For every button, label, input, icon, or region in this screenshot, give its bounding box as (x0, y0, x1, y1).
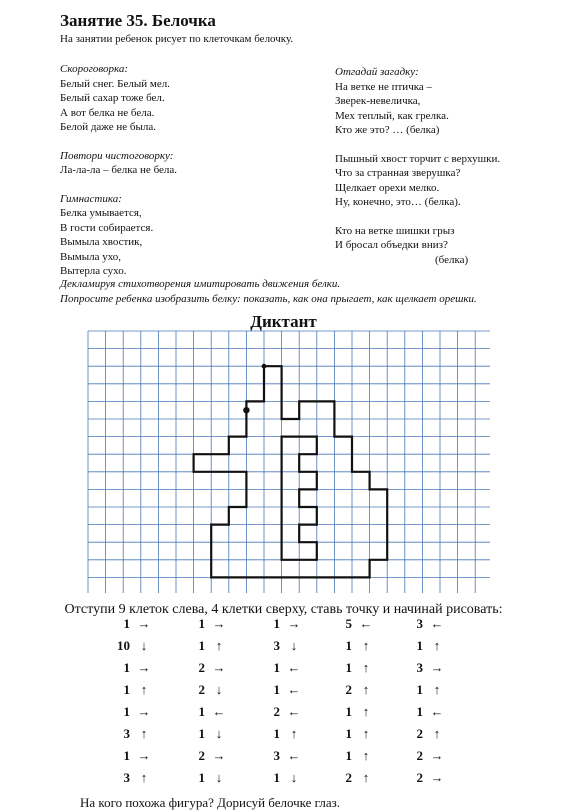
dictant-step (334, 660, 375, 676)
arrow-icon: ← (359, 616, 373, 631)
gymnastics-line: Белка умывается, (60, 207, 142, 219)
dictant-step (334, 726, 375, 742)
dictant-step (187, 770, 228, 786)
gymnastics-line: Вытерла сухо. (60, 265, 127, 277)
arrow-icon: ↓ (140, 638, 148, 653)
step-count: 1 (273, 616, 280, 631)
step-count: 2 (416, 726, 423, 741)
riddle-line: Кто на ветке шишки грыз (335, 224, 455, 237)
arrow-icon: ↑ (140, 726, 148, 741)
arrow-icon: ↑ (140, 682, 148, 697)
dictant-step (112, 726, 153, 742)
arrow-icon: ↑ (362, 704, 370, 719)
dictant-step (262, 638, 303, 654)
left-column (60, 62, 320, 279)
arrow-icon: ↓ (215, 770, 223, 785)
riddle-line: Что за странная зверушка? (335, 167, 461, 179)
step-count: 3 (123, 726, 130, 741)
gymnastics-heading: Гимнастика: (60, 192, 122, 205)
start-point (262, 364, 267, 369)
arrow-icon: ← (287, 704, 301, 719)
dictant-step (187, 726, 228, 742)
arrow-icon: ← (212, 704, 226, 719)
dictant-step (112, 748, 153, 764)
tongue-twister-line: Белый сахар тоже бел. (60, 92, 165, 104)
dictant-step (187, 638, 228, 654)
step-count: 1 (198, 616, 205, 631)
dictant-step (334, 616, 375, 632)
step-count: 1 (123, 682, 130, 697)
dictant-step (334, 770, 375, 786)
step-count: 3 (273, 638, 280, 653)
step-count: 2 (416, 748, 423, 763)
arrow-icon: ← (430, 616, 444, 631)
step-count: 1 (273, 770, 280, 785)
note-imitate: Попросите ребенка изобразить белку: показать, как она прыгает, как щелкает орешки. (60, 293, 477, 305)
step-count: 2 (416, 770, 423, 785)
dictant-step (187, 660, 228, 676)
step-count: 2 (273, 704, 280, 719)
arrow-icon: → (137, 704, 151, 719)
right-column (335, 65, 560, 267)
page-subtitle: На занятии ребенок рисует по клеточкам белочку. (60, 33, 294, 45)
arrow-icon: ↑ (215, 638, 223, 653)
step-count: 1 (198, 638, 205, 653)
tongue-twister-line: А вот белка не бела. (60, 106, 155, 119)
dictant-step (112, 770, 153, 786)
arrow-icon: ↓ (290, 638, 298, 653)
arrow-icon: → (137, 616, 151, 631)
dictant-step (334, 638, 375, 654)
step-count: 2 (198, 748, 205, 763)
dictant-step (405, 682, 446, 698)
step-count: 3 (123, 770, 130, 785)
dictant-step (112, 616, 153, 632)
arrow-icon: ↑ (362, 726, 370, 741)
dictant-step (187, 682, 228, 698)
dictant-title: Диктант (250, 312, 317, 331)
step-count: 3 (416, 616, 423, 631)
step-count: 2 (345, 770, 352, 785)
dictant-step (405, 638, 446, 654)
step-count: 2 (198, 660, 205, 675)
tongue-twister-heading: Скороговорка: (60, 63, 129, 75)
arrow-icon: ↓ (215, 682, 223, 697)
riddle-line: На ветке не птичка – (335, 80, 433, 93)
step-count: 1 (345, 748, 352, 763)
step-count: 1 (273, 660, 280, 675)
graph-paper (85, 328, 490, 598)
squirrel-outline (282, 437, 317, 560)
arrow-icon: → (287, 616, 301, 631)
dictant-step (262, 748, 303, 764)
tongue-twister-line: Белый снег. Белый мел. (60, 77, 170, 90)
arrow-icon: ↓ (290, 770, 298, 785)
step-count: 1 (123, 616, 130, 631)
dictant-step (405, 726, 446, 742)
arrow-icon: → (430, 660, 444, 675)
arrow-icon: → (212, 660, 226, 675)
step-count: 10 (117, 638, 130, 653)
dictant-step (405, 616, 446, 632)
arrow-icon: ↑ (290, 726, 298, 741)
arrow-icon: ↑ (433, 726, 441, 741)
arrow-icon: ↑ (362, 638, 370, 653)
step-count: 1 (345, 726, 352, 741)
dictant-step (187, 748, 228, 764)
dictant-step (334, 682, 375, 698)
gymnastics-line: Вымыла ухо, (60, 250, 122, 263)
arrow-icon: ← (430, 704, 444, 719)
arrow-icon: → (137, 660, 151, 675)
riddle-line: Ну, конечно, это… (белка). (335, 196, 461, 208)
gymnastics-line: В гости собирается. (60, 221, 154, 234)
arrow-icon: ↑ (362, 660, 370, 675)
pure-phrase-line: Ла-ла-ла – белка не бела. (60, 164, 178, 176)
arrow-icon: ↑ (362, 682, 370, 697)
final-question: На кого похожа фигура? Дорисуй белочке глаз. (80, 795, 340, 810)
step-count: 1 (198, 726, 205, 741)
step-count: 1 (416, 704, 423, 719)
step-count: 1 (416, 682, 423, 697)
riddle-line: И бросал объедки вниз? (335, 239, 448, 251)
dictant-step (405, 748, 446, 764)
step-count: 1 (273, 682, 280, 697)
step-count: 2 (345, 682, 352, 697)
arrow-icon: ← (287, 660, 301, 675)
dictant-step (405, 660, 446, 676)
dictant-step (112, 660, 153, 676)
step-count: 5 (345, 616, 352, 631)
arrow-icon: ↓ (215, 726, 223, 741)
dictant-instruction: Отступи 9 клеток слева, 4 клетки сверху, ставь точку и начинай рисовать: (64, 602, 503, 617)
riddle-heading: Отгадай загадку: (335, 66, 419, 78)
dictant-step (112, 682, 153, 698)
arrow-icon: ↑ (362, 770, 370, 785)
step-count: 1 (123, 748, 130, 763)
gymnastics-line: Вымыла хвостик, (60, 236, 143, 248)
riddle-line: Зверек-невеличка, (335, 95, 421, 107)
arrow-icon: ← (287, 682, 301, 697)
arrow-icon: → (137, 748, 151, 763)
page-title: Занятие 35. Белочка (60, 11, 216, 30)
step-count: 1 (123, 660, 130, 675)
arrow-icon: → (430, 748, 444, 763)
step-count: 1 (123, 704, 130, 719)
step-count: 1 (273, 726, 280, 741)
step-count: 1 (198, 704, 205, 719)
dictant-step (262, 704, 303, 720)
riddle-answer: (белка) (435, 253, 469, 266)
dictant-step (262, 616, 303, 632)
riddle-line: Кто же это? … (белка) (335, 124, 440, 136)
arrow-icon: → (212, 616, 226, 631)
dictant-step (262, 726, 303, 742)
dictant-step (334, 748, 375, 764)
dictant-step (262, 660, 303, 676)
arrow-icon: → (212, 748, 226, 763)
step-count: 1 (416, 638, 423, 653)
riddle-line: Пышный хвост торчит с верхушки. (335, 152, 501, 165)
dictant-step (405, 704, 446, 720)
step-count: 1 (345, 660, 352, 675)
dictant-step (262, 682, 303, 698)
tongue-twister-line: Белой даже не была. (60, 121, 157, 133)
dictant-step (334, 704, 375, 720)
arrow-icon: ↑ (140, 770, 148, 785)
eye-dot (243, 407, 249, 413)
riddle-line: Мех теплый, как грелка. (335, 109, 449, 122)
dictant-step (405, 770, 446, 786)
arrow-icon: ↑ (433, 682, 441, 697)
dictant-step (187, 704, 228, 720)
dictant-step (112, 704, 153, 720)
note-declaim: Декламируя стихотворения имитировать движения белки. (60, 278, 341, 290)
dictant-step (112, 638, 153, 654)
step-count: 3 (273, 748, 280, 763)
arrow-icon: ↑ (433, 638, 441, 653)
dictant-step (187, 616, 228, 632)
arrow-icon: ← (287, 748, 301, 763)
dictant-step (262, 770, 303, 786)
step-count: 1 (345, 704, 352, 719)
pure-phrase-heading: Повтори чистоговорку: (60, 149, 174, 162)
grid-drawing (85, 328, 490, 593)
step-count: 1 (198, 770, 205, 785)
step-count: 3 (416, 660, 423, 675)
arrow-icon: ↑ (362, 748, 370, 763)
arrow-icon: → (430, 770, 444, 785)
step-count: 2 (198, 682, 205, 697)
riddle-line: Щелкает орехи мелко. (335, 181, 440, 194)
step-count: 1 (345, 638, 352, 653)
